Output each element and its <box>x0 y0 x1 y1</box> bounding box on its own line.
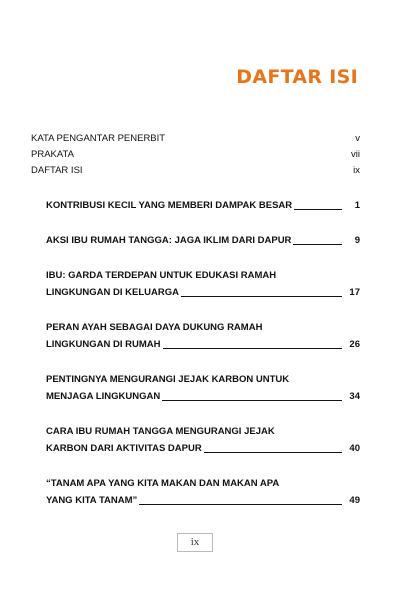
front-matter-label: KATA PENGANTAR PENERBIT <box>31 133 166 144</box>
chapter-title-line: AKSI IBU RUMAH TANGGA: JAGA IKLIM DARI DAPUR <box>46 235 292 246</box>
chapter-title-line: LINGKUNGAN DI RUMAH <box>46 339 161 350</box>
chapter-entry[interactable] <box>46 423 360 457</box>
leader-line <box>162 400 342 401</box>
chapter-title-line: LINGKUNGAN DI KELUARGA <box>46 287 179 298</box>
chapter-title-line: KONTRIBUSI KECIL YANG MEMBERI DAMPAK BESAR <box>46 200 293 211</box>
chapter-title-line: KARBON DARI AKTIVITAS DAPUR <box>46 443 202 454</box>
chapter-page: 49 <box>349 495 360 506</box>
chapter-page: 1 <box>354 200 360 211</box>
leader-line <box>204 452 342 453</box>
chapter-title-line: MENJAGA LINGKUNGAN <box>46 391 161 402</box>
front-matter-list <box>31 131 360 179</box>
front-matter-item[interactable] <box>31 147 360 163</box>
chapter-entry[interactable] <box>46 371 360 405</box>
chapter-entry[interactable] <box>46 267 360 301</box>
front-matter-item[interactable] <box>31 131 360 147</box>
front-matter-page: v <box>355 133 360 144</box>
front-matter-label: DAFTAR ISI <box>31 165 83 176</box>
chapter-page: 9 <box>354 235 360 246</box>
chapter-title-line: “TANAM APA YANG KITA MAKAN DAN MAKAN APA <box>46 478 280 489</box>
chapter-entry[interactable] <box>46 232 360 249</box>
toc-title: DAFTAR ISI <box>236 66 358 88</box>
chapter-title-line: IBU: GARDA TERDEPAN UNTUK EDUKASI RAMAH <box>46 270 277 281</box>
chapter-title-line: PERAN AYAH SEBAGAI DAYA DUKUNG RAMAH <box>46 322 263 333</box>
chapter-title-line: PENTINGNYA MENGURANGI JEJAK KARBON UNTUK <box>46 374 290 385</box>
leader-line <box>181 296 342 297</box>
chapter-entry[interactable] <box>46 475 360 509</box>
chapter-list <box>46 197 360 527</box>
chapter-page: 40 <box>349 443 360 454</box>
leader-line <box>294 209 342 210</box>
page-number-box: ix <box>177 533 213 552</box>
leader-line <box>293 244 342 245</box>
leader-line <box>163 348 342 349</box>
front-matter-page: ix <box>353 165 360 176</box>
chapter-entry[interactable] <box>46 319 360 353</box>
front-matter-label: PRAKATA <box>31 149 74 160</box>
chapter-title-line: CARA IBU RUMAH TANGGA MENGURANGI JEJAK <box>46 426 275 437</box>
leader-line <box>139 504 342 505</box>
front-matter-item[interactable] <box>31 163 360 179</box>
chapter-entry[interactable] <box>46 197 360 214</box>
front-matter-page: vii <box>351 149 360 160</box>
chapter-page: 17 <box>349 287 360 298</box>
chapter-page: 26 <box>349 339 360 350</box>
chapter-title-line: YANG KITA TANAM” <box>46 495 138 506</box>
chapter-page: 34 <box>349 391 360 402</box>
